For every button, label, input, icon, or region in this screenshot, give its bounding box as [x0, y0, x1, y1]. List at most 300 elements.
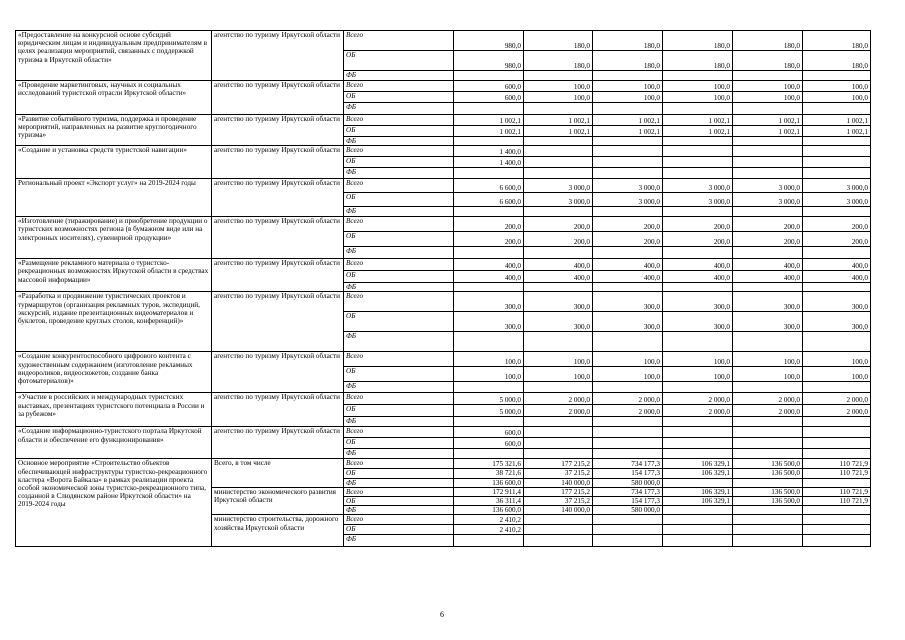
amount-cell: 200,0 — [663, 232, 733, 247]
amount-cell: 3 000,0 — [663, 179, 733, 193]
funding-source-cell: ОБ — [344, 525, 454, 535]
amount-cell — [663, 207, 733, 217]
amount-cell: 1 002,1 — [663, 115, 733, 126]
amount-cell — [593, 137, 663, 146]
amount-cell: 200,0 — [593, 232, 663, 247]
amount-cell: 300,0 — [733, 292, 803, 312]
amount-cell — [733, 71, 803, 81]
executor-cell: агентство по туризму Иркутской области — [212, 427, 344, 459]
amount-cell — [593, 71, 663, 81]
amount-cell — [454, 168, 524, 179]
amount-cell: 1 002,1 — [593, 115, 663, 126]
table-row — [16, 352, 871, 367]
amount-cell: 2 000,0 — [803, 405, 871, 417]
page-number: 6 — [440, 610, 444, 619]
amount-cell: 110 721,9 — [803, 459, 871, 469]
table-row — [16, 393, 871, 405]
amount-cell: 200,0 — [524, 232, 593, 247]
amount-cell — [524, 417, 593, 427]
amount-cell — [524, 438, 593, 449]
amount-cell: 200,0 — [733, 232, 803, 247]
funding-source-cell: Всего — [344, 31, 454, 51]
amount-cell — [663, 515, 733, 525]
amount-cell: 110 721,9 — [803, 469, 871, 478]
table-row — [16, 146, 871, 157]
amount-cell: 400,0 — [454, 271, 524, 283]
table-row — [16, 292, 871, 312]
funding-source-cell: Всего — [344, 217, 454, 232]
amount-cell — [803, 103, 871, 115]
amount-cell: 136 500,0 — [733, 469, 803, 478]
activity-description: «Разработка и продвижение туристических проектов и турмаршрутов (организация рекламных туров, экспедиций, экскурсий, издание презентационных видеоматериалов и буклетов, проведение круглых столов, конференций)» — [16, 292, 212, 352]
executor-cell: агентство по туризму Иркутской области — [212, 146, 344, 179]
amount-cell: 600,0 — [454, 438, 524, 449]
amount-cell — [593, 382, 663, 393]
amount-cell — [454, 449, 524, 459]
funding-source-cell: ОБ — [344, 469, 454, 478]
amount-cell — [663, 535, 733, 547]
amount-cell — [663, 283, 733, 292]
amount-cell — [733, 137, 803, 146]
amount-cell: 400,0 — [803, 271, 871, 283]
funding-source-cell: Всего — [344, 292, 454, 312]
amount-cell — [733, 438, 803, 449]
amount-cell — [593, 535, 663, 547]
amount-cell — [524, 157, 593, 168]
amount-cell: 734 177,3 — [593, 487, 663, 496]
amount-cell: 600,0 — [454, 92, 524, 103]
amount-cell: 136 600,0 — [454, 506, 524, 515]
amount-cell: 100,0 — [454, 352, 524, 367]
funding-source-cell: Всего — [344, 146, 454, 157]
executor-cell: агентство по туризму Иркутской области — [212, 259, 344, 292]
amount-cell: 3 000,0 — [593, 179, 663, 193]
activity-description: «Создание конкурентоспособного цифрового контента с художественным содержанием (изготовление рекламных видеороликов, видеосюжетов, создание банка фотоматериалов)» — [16, 352, 212, 393]
amount-cell: 400,0 — [733, 271, 803, 283]
amount-cell — [454, 71, 524, 81]
funding-source-cell: ОБ — [344, 271, 454, 283]
amount-cell: 600,0 — [454, 81, 524, 92]
activity-description: «Создание информационно-туристского портала Иркутской области и обеспечение его функционирования» — [16, 427, 212, 459]
amount-cell: 300,0 — [524, 312, 593, 332]
amount-cell: 980,0 — [454, 31, 524, 51]
amount-cell — [803, 382, 871, 393]
amount-cell: 180,0 — [803, 51, 871, 71]
amount-cell — [803, 525, 871, 535]
amount-cell: 1 002,1 — [454, 126, 524, 137]
amount-cell — [733, 157, 803, 168]
amount-cell: 300,0 — [733, 312, 803, 332]
amount-cell: 2 000,0 — [663, 405, 733, 417]
amount-cell — [524, 207, 593, 217]
amount-cell — [663, 71, 733, 81]
funding-source-cell: ФБ — [344, 332, 454, 352]
amount-cell — [733, 417, 803, 427]
amount-cell: 1 400,0 — [454, 146, 524, 157]
amount-cell: 100,0 — [524, 81, 593, 92]
amount-cell — [524, 137, 593, 146]
amount-cell — [663, 478, 733, 487]
amount-cell: 300,0 — [803, 312, 871, 332]
amount-cell: 300,0 — [593, 312, 663, 332]
amount-cell: 180,0 — [524, 31, 593, 51]
amount-cell: 136 600,0 — [454, 478, 524, 487]
amount-cell — [733, 168, 803, 179]
amount-cell: 5 000,0 — [454, 393, 524, 405]
amount-cell: 400,0 — [593, 259, 663, 271]
activity-description: «Участие в российских и международных туристских выставках, презентациях туристского потенциала в России и за рубежом» — [16, 393, 212, 427]
amount-cell: 580 000,0 — [593, 506, 663, 515]
amount-cell: 300,0 — [593, 292, 663, 312]
amount-cell: 100,0 — [733, 81, 803, 92]
executor-cell: агентство по туризму Иркутской области — [212, 217, 344, 259]
funding-source-cell: ОБ — [344, 405, 454, 417]
amount-cell: 980,0 — [454, 51, 524, 71]
amount-cell — [663, 438, 733, 449]
amount-cell: 2 000,0 — [733, 405, 803, 417]
activity-description: «Размещение рекламного материала о туристско-рекреационных возможностях Иркутской области в средствах массовой информации» — [16, 259, 212, 292]
amount-cell: 100,0 — [733, 352, 803, 367]
amount-cell: 2 000,0 — [593, 405, 663, 417]
activity-description: Региональный проект «Экспорт услуг» на 2019-2024 годы — [16, 179, 212, 217]
funding-source-cell: ОБ — [344, 497, 454, 506]
amount-cell — [803, 417, 871, 427]
funding-source-cell: Всего — [344, 259, 454, 271]
amount-cell: 100,0 — [803, 352, 871, 367]
amount-cell: 100,0 — [733, 92, 803, 103]
amount-cell — [803, 168, 871, 179]
amount-cell: 2 000,0 — [663, 393, 733, 405]
amount-cell: 100,0 — [663, 81, 733, 92]
amount-cell — [663, 103, 733, 115]
funding-source-cell: ФБ — [344, 207, 454, 217]
amount-cell: 3 000,0 — [524, 193, 593, 207]
amount-cell: 300,0 — [454, 292, 524, 312]
funding-source-cell: ФБ — [344, 449, 454, 459]
amount-cell: 100,0 — [733, 367, 803, 382]
amount-cell: 1 002,1 — [803, 115, 871, 126]
amount-cell: 100,0 — [593, 352, 663, 367]
amount-cell: 3 000,0 — [733, 193, 803, 207]
amount-cell: 1 002,1 — [524, 115, 593, 126]
amount-cell: 300,0 — [803, 292, 871, 312]
executor-cell: агентство по туризму Иркутской области — [212, 179, 344, 217]
main-activity-description: Основное мероприятие «Строительство объектов обеспечивающей инфраструктуры туристско-рекреационного кластера «Ворота Байкала» в рамках реализации проекта особой экономической зоны туристско-рекреационного типа, созданной в Слюдянском районе Иркутской области» на 2019-2024 годы — [16, 459, 212, 547]
executor-cell: агентство по туризму Иркутской области — [212, 393, 344, 427]
amount-cell: 300,0 — [524, 292, 593, 312]
amount-cell: 100,0 — [593, 367, 663, 382]
amount-cell: 106 329,1 — [663, 459, 733, 469]
amount-cell — [803, 478, 871, 487]
amount-cell — [733, 506, 803, 515]
amount-cell — [524, 535, 593, 547]
funding-source-cell: ОБ — [344, 367, 454, 382]
amount-cell — [803, 157, 871, 168]
amount-cell — [733, 146, 803, 157]
funding-source-cell: Всего — [344, 393, 454, 405]
amount-cell: 180,0 — [593, 31, 663, 51]
amount-cell — [733, 427, 803, 438]
amount-cell: 3 000,0 — [524, 179, 593, 193]
amount-cell — [803, 207, 871, 217]
amount-cell: 100,0 — [663, 92, 733, 103]
amount-cell: 2 000,0 — [733, 393, 803, 405]
amount-cell: 180,0 — [524, 51, 593, 71]
amount-cell: 175 321,6 — [454, 459, 524, 469]
amount-cell: 6 600,0 — [454, 193, 524, 207]
funding-source-cell: ФБ — [344, 247, 454, 259]
amount-cell: 100,0 — [524, 92, 593, 103]
funding-source-cell: ОБ — [344, 312, 454, 332]
amount-cell — [803, 137, 871, 146]
amount-cell: 1 002,1 — [663, 126, 733, 137]
amount-cell: 180,0 — [663, 51, 733, 71]
funding-source-cell: Всего — [344, 487, 454, 496]
amount-cell: 300,0 — [663, 292, 733, 312]
funding-source-cell: Всего — [344, 81, 454, 92]
amount-cell — [454, 137, 524, 146]
amount-cell — [454, 535, 524, 547]
amount-cell: 100,0 — [803, 367, 871, 382]
amount-cell — [524, 103, 593, 115]
executor-cell: Всего, в том числе — [212, 459, 344, 487]
amount-cell: 3 000,0 — [803, 193, 871, 207]
activity-description: «Создание и установка средств туристской навигации» — [16, 146, 212, 179]
amount-cell: 1 002,1 — [733, 115, 803, 126]
amount-cell: 180,0 — [803, 31, 871, 51]
amount-cell: 106 329,1 — [663, 497, 733, 506]
amount-cell — [454, 247, 524, 259]
executor-cell: агентство по туризму Иркутской области — [212, 31, 344, 81]
amount-cell — [593, 427, 663, 438]
amount-cell — [593, 449, 663, 459]
funding-source-cell: ФБ — [344, 506, 454, 515]
amount-cell: 300,0 — [663, 312, 733, 332]
amount-cell — [593, 168, 663, 179]
funding-source-cell: ФБ — [344, 168, 454, 179]
amount-cell — [593, 417, 663, 427]
funding-source-cell: ОБ — [344, 92, 454, 103]
amount-cell: 600,0 — [454, 427, 524, 438]
amount-cell — [663, 417, 733, 427]
executor-cell: министерство строительства, дорожного хозяйства Иркутской области — [212, 515, 344, 547]
amount-cell: 200,0 — [803, 217, 871, 232]
funding-source-cell: ОБ — [344, 193, 454, 207]
amount-cell: 2 410,2 — [454, 515, 524, 525]
amount-cell — [593, 332, 663, 352]
funding-source-cell: ФБ — [344, 103, 454, 115]
executor-cell: министерство экономического развития Иркутской области — [212, 487, 344, 515]
table-row — [16, 459, 871, 469]
amount-cell: 136 500,0 — [733, 497, 803, 506]
amount-cell — [733, 332, 803, 352]
amount-cell: 180,0 — [663, 31, 733, 51]
amount-cell: 100,0 — [593, 92, 663, 103]
amount-cell — [524, 332, 593, 352]
amount-cell — [663, 168, 733, 179]
amount-cell — [663, 247, 733, 259]
amount-cell — [524, 449, 593, 459]
amount-cell: 100,0 — [663, 352, 733, 367]
amount-cell: 400,0 — [733, 259, 803, 271]
amount-cell: 400,0 — [524, 259, 593, 271]
executor-cell: агентство по туризму Иркутской области — [212, 115, 344, 146]
amount-cell — [524, 283, 593, 292]
amount-cell — [524, 427, 593, 438]
amount-cell: 110 721,9 — [803, 487, 871, 496]
amount-cell — [733, 515, 803, 525]
amount-cell: 140 000,0 — [524, 506, 593, 515]
funding-source-cell: Всего — [344, 427, 454, 438]
amount-cell: 37 215,2 — [524, 497, 593, 506]
amount-cell: 734 177,3 — [593, 459, 663, 469]
amount-cell — [593, 525, 663, 535]
funding-source-cell: Всего — [344, 515, 454, 525]
amount-cell — [733, 449, 803, 459]
amount-cell: 200,0 — [524, 217, 593, 232]
amount-cell — [663, 137, 733, 146]
amount-cell — [733, 478, 803, 487]
amount-cell — [663, 449, 733, 459]
amount-cell — [524, 71, 593, 81]
executor-cell: агентство по туризму Иркутской области — [212, 81, 344, 115]
funding-source-cell: ФБ — [344, 137, 454, 146]
activity-description: «Изготовление (тиражирование) и приобретение продукции о туристских возможностях региона (в бумажном виде или на электронных носителях), сувенирной продукции» — [16, 217, 212, 259]
amount-cell — [524, 515, 593, 525]
table-row — [16, 115, 871, 126]
amount-cell: 100,0 — [454, 367, 524, 382]
funding-source-cell: Всего — [344, 115, 454, 126]
amount-cell: 200,0 — [454, 217, 524, 232]
amount-cell: 2 410,2 — [454, 525, 524, 535]
amount-cell: 100,0 — [593, 81, 663, 92]
amount-cell: 136 500,0 — [733, 487, 803, 496]
table-row — [16, 217, 871, 232]
activity-description: «Предоставление на конкурсной основе субсидий юридическим лицам и индивидуальным предпринимателям в целях реализации мероприятий, связанных с поддержкой туризма в Иркутской области» — [16, 31, 212, 81]
amount-cell — [733, 103, 803, 115]
amount-cell: 100,0 — [803, 92, 871, 103]
amount-cell: 400,0 — [803, 259, 871, 271]
amount-cell — [733, 535, 803, 547]
amount-cell: 2 000,0 — [593, 393, 663, 405]
amount-cell: 400,0 — [524, 271, 593, 283]
amount-cell: 136 500,0 — [733, 459, 803, 469]
amount-cell — [593, 146, 663, 157]
amount-cell — [454, 283, 524, 292]
funding-source-cell: ФБ — [344, 71, 454, 81]
amount-cell: 110 721,9 — [803, 497, 871, 506]
amount-cell — [803, 146, 871, 157]
amount-cell: 200,0 — [593, 217, 663, 232]
amount-cell: 154 177,3 — [593, 497, 663, 506]
amount-cell: 180,0 — [733, 31, 803, 51]
amount-cell — [524, 247, 593, 259]
amount-cell — [593, 157, 663, 168]
amount-cell: 200,0 — [663, 217, 733, 232]
amount-cell — [593, 207, 663, 217]
amount-cell: 37 215,2 — [524, 469, 593, 478]
amount-cell: 6 600,0 — [454, 179, 524, 193]
amount-cell — [803, 283, 871, 292]
amount-cell: 177 215,2 — [524, 487, 593, 496]
funding-source-cell: ОБ — [344, 126, 454, 137]
amount-cell: 2 000,0 — [524, 393, 593, 405]
funding-source-cell: ОБ — [344, 51, 454, 71]
amount-cell — [663, 382, 733, 393]
amount-cell — [524, 168, 593, 179]
amount-cell: 1 002,1 — [593, 126, 663, 137]
amount-cell: 200,0 — [733, 217, 803, 232]
amount-cell: 2 000,0 — [803, 393, 871, 405]
amount-cell: 580 000,0 — [593, 478, 663, 487]
activity-description: «Проведение маркетинговых, научных и социальных исследований туристской отрасли Иркутской области» — [16, 81, 212, 115]
amount-cell — [663, 525, 733, 535]
funding-source-cell: ФБ — [344, 283, 454, 292]
amount-cell — [733, 207, 803, 217]
amount-cell — [524, 146, 593, 157]
amount-cell: 100,0 — [803, 81, 871, 92]
amount-cell: 1 002,1 — [454, 115, 524, 126]
amount-cell: 1 002,1 — [733, 126, 803, 137]
amount-cell: 180,0 — [593, 51, 663, 71]
amount-cell — [803, 506, 871, 515]
table-row — [16, 179, 871, 193]
amount-cell: 200,0 — [803, 232, 871, 247]
amount-cell — [593, 283, 663, 292]
amount-cell: 100,0 — [524, 367, 593, 382]
funding-source-cell: Всего — [344, 179, 454, 193]
table-row — [16, 31, 871, 51]
funding-source-cell: ФБ — [344, 417, 454, 427]
amount-cell — [663, 427, 733, 438]
amount-cell: 36 311,4 — [454, 497, 524, 506]
amount-cell: 172 911,4 — [454, 487, 524, 496]
amount-cell: 106 329,1 — [663, 469, 733, 478]
amount-cell — [803, 247, 871, 259]
funding-source-cell: Всего — [344, 459, 454, 469]
amount-cell: 400,0 — [663, 259, 733, 271]
amount-cell: 3 000,0 — [663, 193, 733, 207]
table-row — [16, 259, 871, 271]
amount-cell: 100,0 — [524, 352, 593, 367]
amount-cell — [733, 382, 803, 393]
amount-cell: 3 000,0 — [593, 193, 663, 207]
amount-cell — [803, 438, 871, 449]
amount-cell — [663, 157, 733, 168]
amount-cell — [733, 283, 803, 292]
amount-cell — [593, 515, 663, 525]
amount-cell — [803, 535, 871, 547]
amount-cell — [663, 146, 733, 157]
funding-source-cell: ОБ — [344, 157, 454, 168]
activity-description: «Развитие событийного туризма, поддержка и проведение мероприятий, направленных на развитие круглогодичного туризма» — [16, 115, 212, 146]
amount-cell: 3 000,0 — [733, 179, 803, 193]
amount-cell — [454, 207, 524, 217]
budget-table — [15, 30, 871, 547]
funding-source-cell: ФБ — [344, 535, 454, 547]
amount-cell: 1 002,1 — [803, 126, 871, 137]
amount-cell — [524, 382, 593, 393]
executor-cell: агентство по туризму Иркутской области — [212, 352, 344, 393]
amount-cell — [803, 71, 871, 81]
amount-cell — [803, 332, 871, 352]
amount-cell: 106 329,1 — [663, 487, 733, 496]
funding-source-cell: Всего — [344, 352, 454, 367]
amount-cell: 400,0 — [593, 271, 663, 283]
amount-cell — [663, 506, 733, 515]
amount-cell: 2 000,0 — [524, 405, 593, 417]
amount-cell: 38 721,6 — [454, 469, 524, 478]
